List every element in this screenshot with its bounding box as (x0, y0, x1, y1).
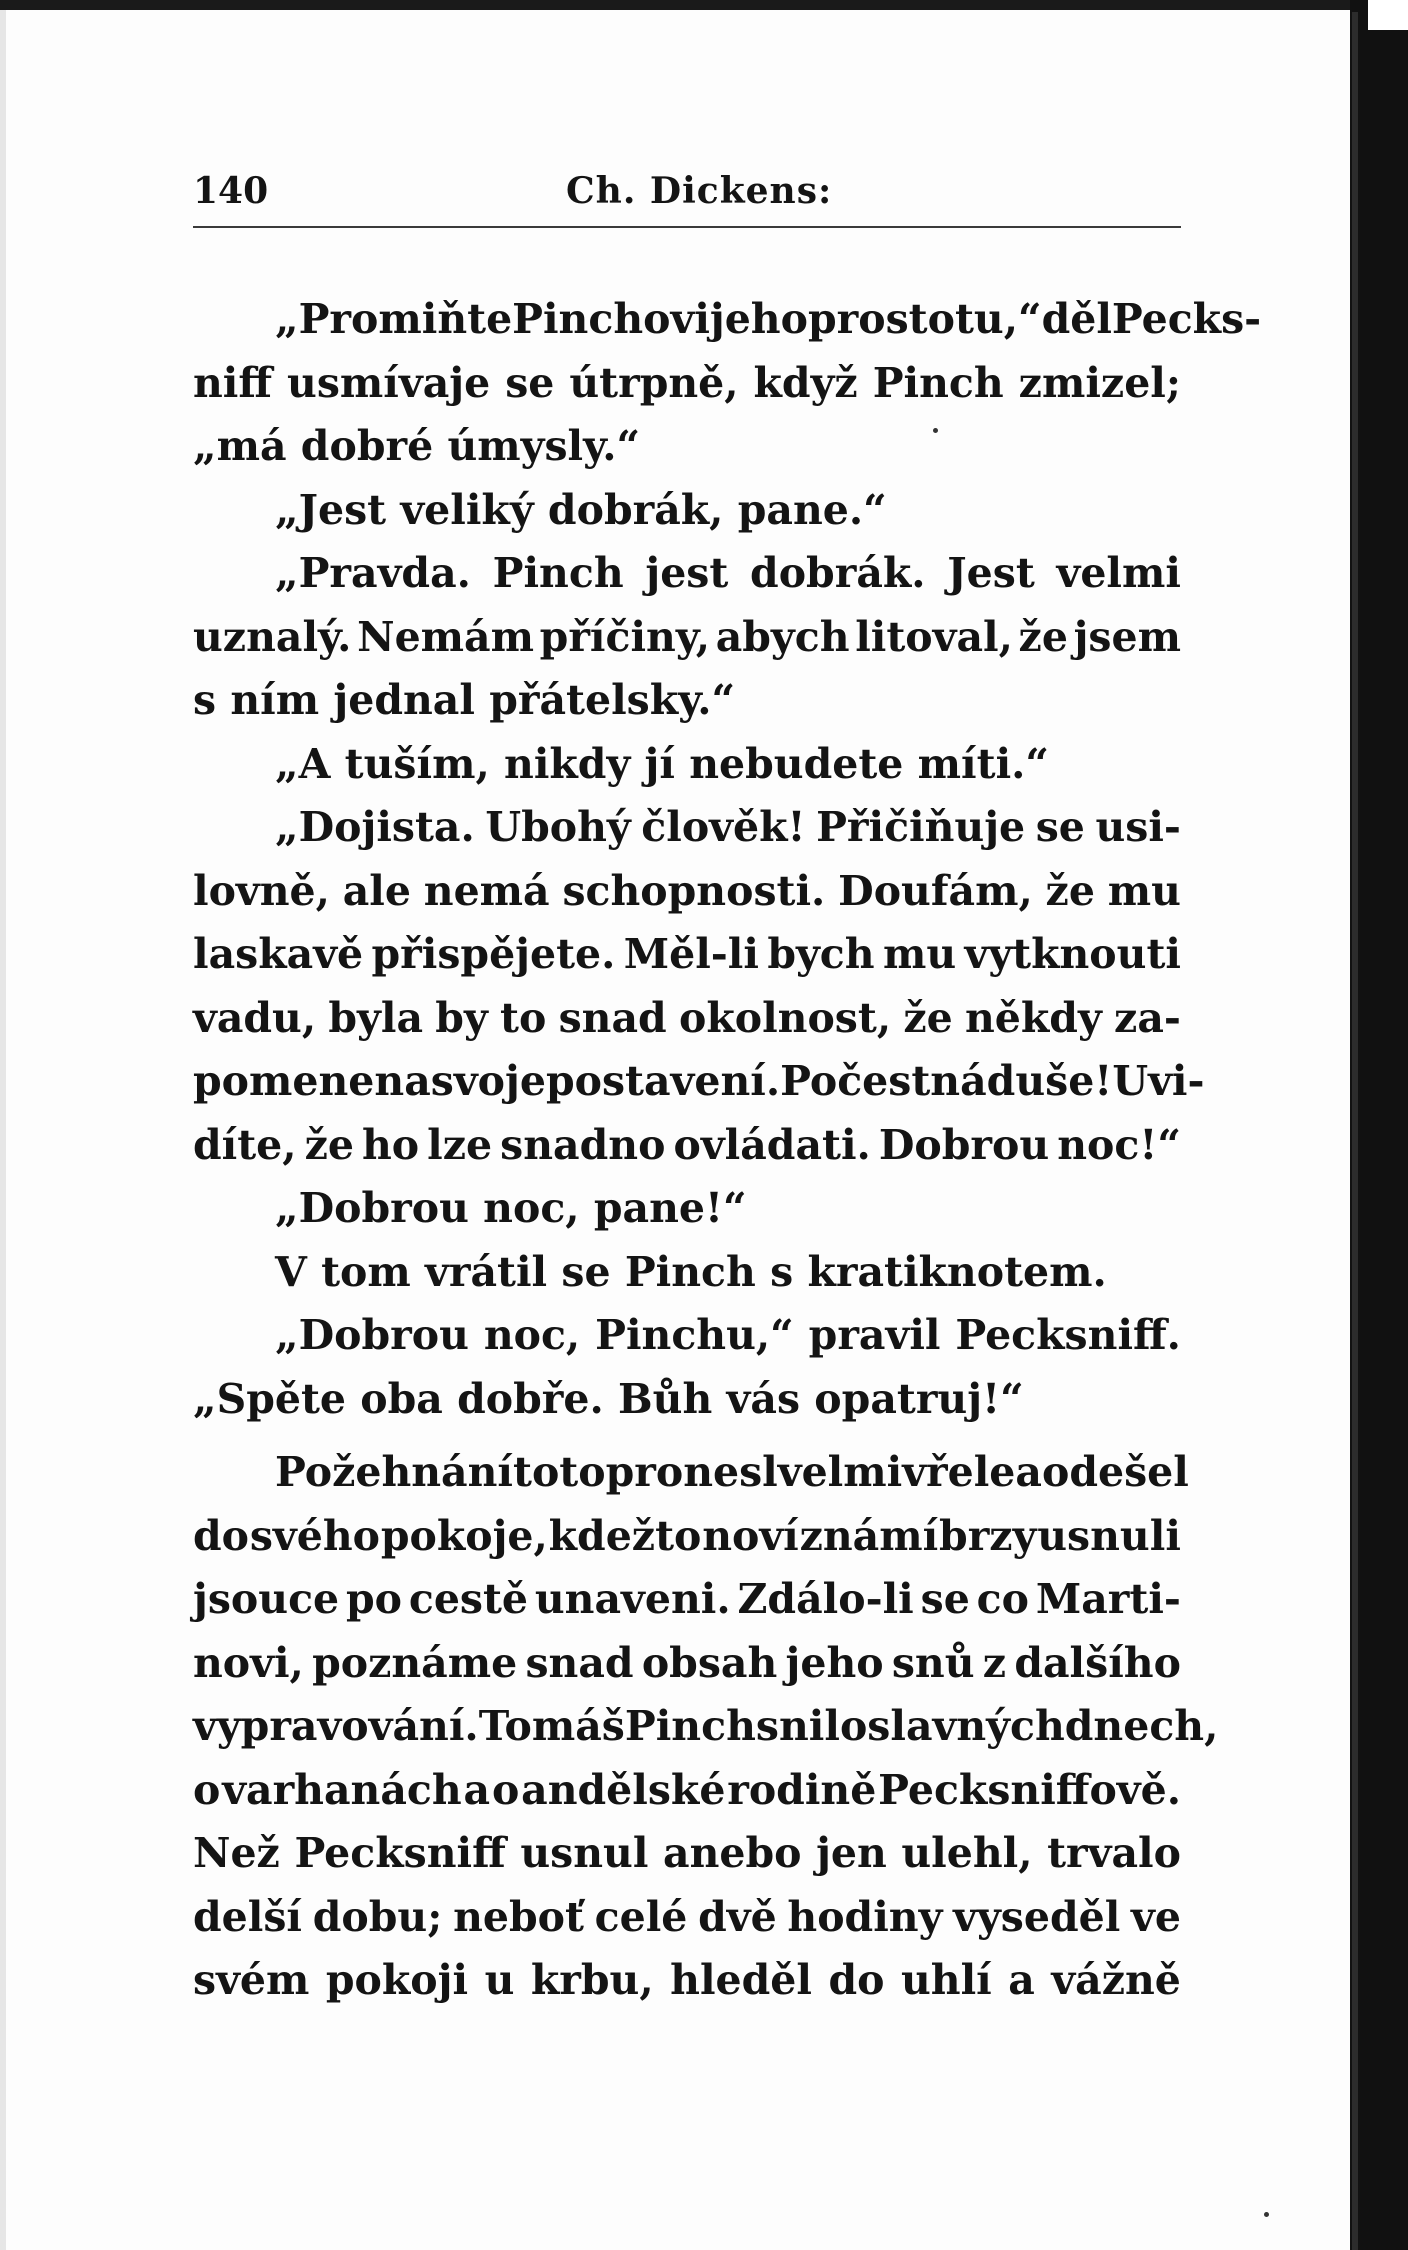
text-line: Než Pecksniff usnul anebo jen ulehl, trvalo (193, 1829, 1181, 1877)
page-number: 140 (193, 170, 269, 212)
text-line: niff usmívaje se útrpně, když Pinch zmizel; (193, 358, 1181, 407)
text-line: do svého pokoje, kdežto noví známí brzy usnuli (193, 1511, 1181, 1560)
text-line: „A tuším, nikdy jí nebudete míti.“ (275, 739, 1049, 788)
text-line: „Pravda. Pinch jest dobrák. Jest velmi (275, 549, 1181, 597)
scan-right-edge-line (1352, 12, 1358, 2250)
text-line: „Dojista. Ubohý člověk! Přičiňuje se usi- (275, 803, 1181, 851)
text-line: „Dobrou noc, Pinchu,“ pravil Pecksniff. (275, 1311, 1181, 1359)
text-line: uznalý. Nemám příčiny, abych litoval, že jsem (193, 612, 1181, 661)
running-head (193, 160, 1193, 222)
scan-speck (933, 428, 938, 433)
running-head-title: Ch. Dickens: (566, 170, 833, 212)
text-line: „Promiňte Pinchovi jeho prostotu,“ děl Pecks- (275, 295, 1262, 343)
text-line: novi, poznáme snad obsah jeho snů z dalšího (193, 1638, 1181, 1687)
book-page (193, 160, 1262, 2004)
text-line: V tom vrátil se Pinch s kratiknotem. (275, 1247, 1107, 1296)
text-line: svém pokoji u krbu, hleděl do uhlí a vážně (193, 1956, 1181, 2004)
scan-left-edge (0, 0, 6, 2250)
text-line: díte, že ho lze snadno ovládati. Dobrou noc!“ (193, 1120, 1181, 1169)
text-line: laskavě přispějete. Měl-li bych mu vytknouti (193, 930, 1181, 978)
text-line: s ním jednal přátelsky.“ (193, 676, 736, 724)
text-line: delší dobu; neboť celé dvě hodiny vyseděl ve (193, 1892, 1181, 1941)
body-text (193, 288, 1262, 2013)
text-line: „Dobrou noc, pane!“ (275, 1184, 747, 1232)
scan-corner (1368, 0, 1408, 30)
header-rule (193, 226, 1181, 228)
text-line: pomene na svoje postavení. Počestná duše! Uvi- (193, 1057, 1205, 1105)
text-line: „Spěte oba dobře. Bůh vás opatruj!“ (193, 1374, 1024, 1423)
scan-right-edge (1350, 0, 1408, 2250)
text-line: jsouce po cestě unaveni. Zdálo-li se co Marti- (193, 1575, 1181, 1623)
scan-speck (1264, 2212, 1269, 2217)
text-line: lovně, ale nemá schopnosti. Doufám, že mu (193, 866, 1181, 915)
text-line: Požehnání toto pronesl velmi vřele a odešel (275, 1448, 1189, 1496)
text-line: „má dobré úmysly.“ (193, 422, 641, 470)
text-line: vadu, byla by to snad okolnost, že někdy za- (193, 993, 1181, 1042)
scan-top-edge (0, 0, 1350, 10)
text-line: „Jest veliký dobrák, pane.“ (275, 485, 887, 534)
text-line: o varhanách a o andělské rodině Pecksniffově. (193, 1765, 1181, 1814)
text-line: vypravování. Tomáš Pinch snil o slavných dnech, (193, 1702, 1219, 1750)
paragraph-gap (193, 1431, 1181, 1441)
